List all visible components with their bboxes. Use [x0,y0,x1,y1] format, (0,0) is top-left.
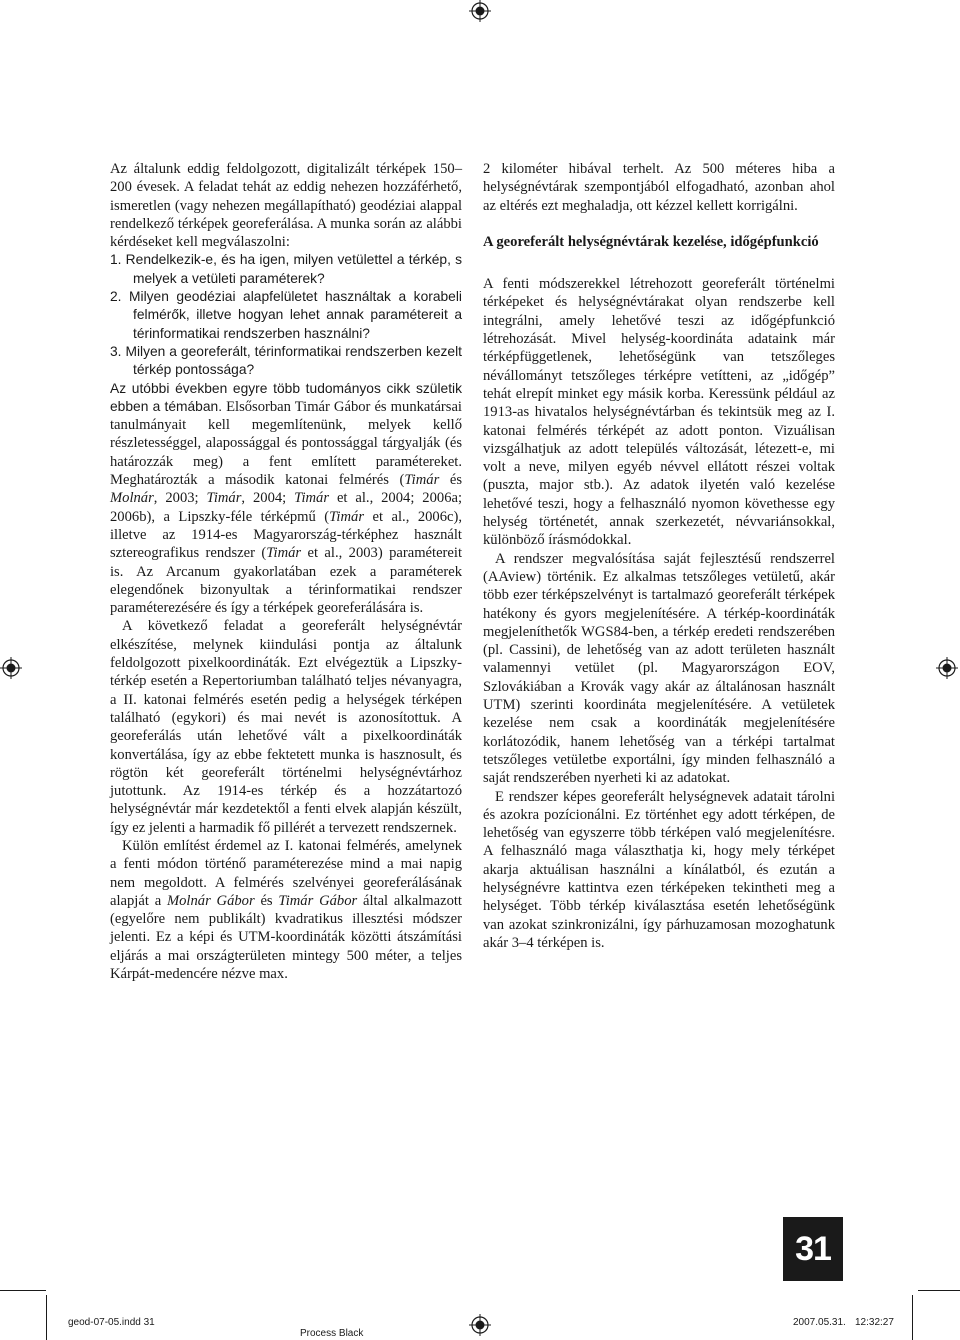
continuation-paragraph: 2 kilométer hibával terhelt. Az 500 méteres hiba a helységnévtárak szempontjából elfogadható, azonban ahol az eltérés ezt meghaladja, ott kézzel kellett korrigálni. [483,161,835,214]
crop-mark [0,1290,46,1291]
section-heading: A georeferált helységnévtárak kezelése, időgépfunkció [483,233,819,250]
intro-paragraph: Az általunk eddig feldolgozott, digitalizált térképek 150–200 évesek. A feladat tehát az eddig nehezen hozzáférhető, ismeretlen (vagy nehezen megállapítható) geodéziai alappal rendelkező térképek georeferálása. A munka során az alábbi kérdéseket kell megválaszolni: [110,161,462,251]
aaview-paragraph: A rendszer megvalósítása saját fejlesztésű rendszerrel (AAview) történik. Ez alkalmas tetszőleges vetületű, akár több ezer térképszelvényt is tartalmazó georeferált térképek hatékony és gyors megjelenítésére. A térkép-koordináták megjeleníthetők WGS84-ben, a térkép eredeti rendszerében (pl. Cassini), de lehetőség van az adott területen használt valamennyi vetület (pl. Magyarországon EOV, Szlovákiában a Krovák vagy akár az általánosan használt UTM) szerinti koordináta megjelenítésére. A vetületek kezelése nem csak a koordináták megjelenítésére korlátozódik, hanem lehetőség van a térképi tartalmat tetszőleges vetületbe exportálni, így minden felhasználó a saját rendszerében nyerheti ki az adatokat. [483,550,835,787]
footer-date: 2007.05.31. [793,1317,846,1328]
registration-mark-icon [469,0,491,22]
footer-process: Process Black [300,1328,364,1339]
crop-mark [46,1295,47,1340]
crop-mark [918,1290,960,1291]
question-3: 3. Milyen a georeferált, térinformatikai rendszerben kezelt térkép pontossága? [110,343,462,378]
right-column [483,160,835,952]
question-1: 1. Rendelkezik-e, és ha igen, milyen vetülettel a térkép, s melyek a vetületi paraméterek? [110,252,462,286]
time-machine-paragraph: A fenti módszerekkel létrehozott georeferált történelmi térképeket és helységnévtárakat olyan rendszerbe kell integrálni, amely lehetővé teszi az időgépfunkció létrehozását. Mivel helység-koordináta adataink már térképfüggetlenek, lehetőségünk van tetszőleges névállományt tetszőleges térképre vetítteni, az „időgép” tehát elrepít minket egy másik korba. Keressünk például az 1913-as hivatalos helységnévtárban és tekintsük meg az I. katonai felmérés térképét az adott ponton. Vizuálisan vizsgálhatjuk az adott település változását, létezett-e, mi volt a neve, milyen egyéb névvel ellátott részei voltak (puszta, major stb.). Az adatok ilyetén való kezelése lehetővé teszi, hogy a felhasználó nyomon követhesse egy helység történetét, annak szerkezetét, névvariánsokkal, különböző írásmódokkal. [483,276,835,549]
literature-paragraph: Az utóbbi években egyre több tudományos cikk születik ebben a témában. Elsősorban Timár Gábor és munkatársai tanulmányait kell megemlítenünk, melyek kellő részletességgel, alapossággal és pontossággal tárgyalják (és határozzák meg) a fent említett paramétereket. Meghatározták a második katonai felmérés (Timár és Molnár, 2003; Timár, 2004; Timár et al., 2004; 2006a; 2006b), a Lipszky-féle térképmű (Timár et al., 2006c), illetve az 1914-es Magyarország-térképhez használt sztereografikus rendszer (Timár et al., 2003) paramétereit is. Az Arcanum gyakorlatában ezek a paraméterek elegendőnek bizonyultak a térinformatikai rendszer paraméterezésére és így a térképek georeferálására is. [110,380,463,617]
registration-mark-icon [936,657,958,679]
first-survey-paragraph: Külön említést érdemel az I. katonai felmérés, amelynek a fenti módon történő paraméterezése mind a mai napig nem megoldott. A felmérés szelvényei georeferálásának alapját a Molnár Gábor és Timár Gábor által alkalmazott (egyelőre nem publikált) kvadratikus illesztési módszer jelenti. Ez a képi és UTM-koordináták közötti átszámítási eljárás a mai országterületen mintegy 500 méter, a teljes Kárpát-medencére nézve max. [110,837,462,983]
question-2: 2. Milyen geodéziai alapfelületet használtak a korabeli felmérők, illetve hogyan lehet annak paramétereit a térinformatikai rendszerben használni? [110,289,462,341]
registration-mark-icon [469,1314,491,1336]
crop-mark [912,1295,913,1340]
page-number: 31 [783,1217,843,1281]
footer-file: geod-07-05.indd 31 [68,1317,155,1328]
registration-mark-icon [0,657,22,679]
positioning-paragraph: E rendszer képes georeferált helységnevek adatait tárolni és azokra pozícionálni. Ez történhet egy adott térképen, de lehetőség van egyszerre több térképen való megjelenítésre. A felhasználó maga választhatja ki, hogy mely térképet akarja aktuálisan használni a kínálatból, és ezután a helységnévre kattintva ezen térképeken tekintheti meg a helységet. Több térkép kiválasztása esetén lehetőségünk van azokat szinkronizálni, így párhuzamosan mozoghatunk akár 3–4 térképen is. [483,788,835,951]
left-column [110,160,462,983]
literature-lead: Az utóbbi években egyre több tudományos cikk születik ebben a témában. [110,380,462,414]
footer-time: 12:32:27 [855,1317,894,1328]
gazetteer-paragraph: A következő feladat a georeferált helységnévtár elkészítése, melynek kiindulási pontja az általunk feldolgozott pixelkoordináták. Ezt elvégeztük a Lipszky-térkép esetén a Repertoriumban található teljes névanyagra, a II. katonai felmérés esetén pedig a helységek térképen található (egykori) és mai nevét is azonosítottuk. A georeferálás után lehetővé vált a pixelkoordináták konvertálása, így az ebbe fektetett munka is hasznosult, és rögtön két georeferált történelmi helységnévtárhoz jutottunk. Az 1914-es térkép és a hozzátartozó helységnévtár már kezdetektől a fenti elvek alapján készült, így ez jelenti a harmadik fő pillérét a tervezett rendszernek. [110,618,462,836]
